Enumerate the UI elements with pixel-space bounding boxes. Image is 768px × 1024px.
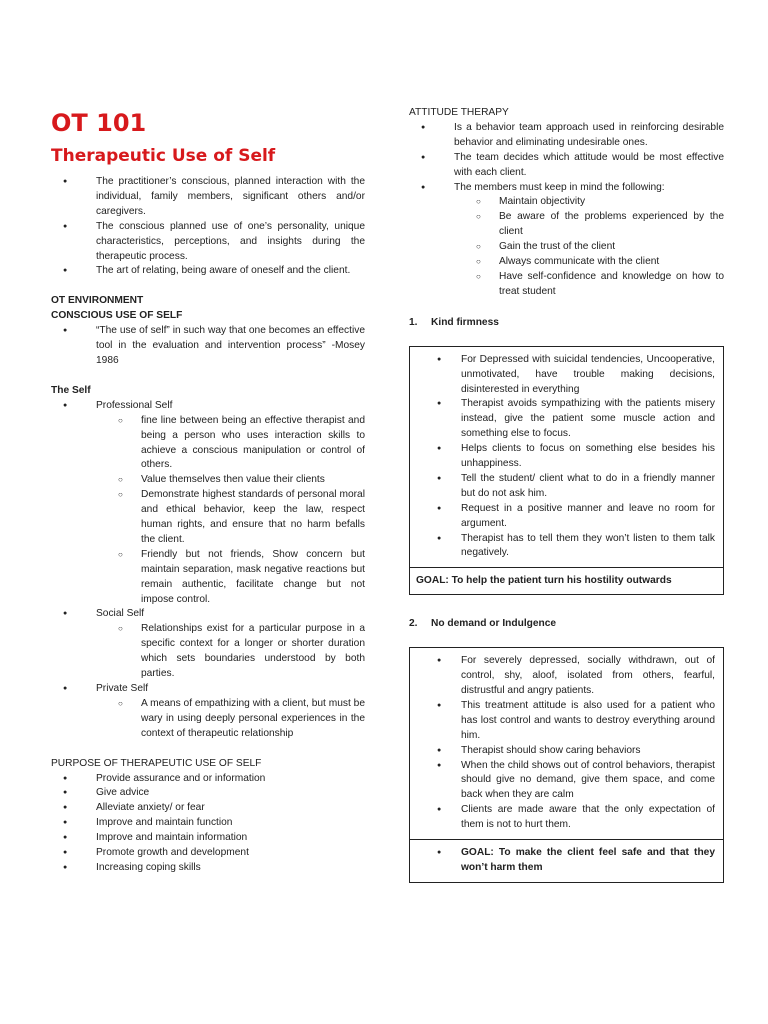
intro-list <box>51 175 365 279</box>
list-item: ● Improve and maintain function <box>51 816 365 831</box>
list-item: ● Promote growth and development <box>51 846 365 861</box>
sublist-item: ○ Have self-confidence and knowledge on how to treat student <box>454 270 724 300</box>
list-item: ● “The use of self” in such way that one becomes an effective tool in the evaluation and intervention process” -Mosey 1986 <box>51 324 365 369</box>
conscious-list <box>51 324 365 369</box>
no-demand-box <box>409 647 724 883</box>
no-demand-goal-row <box>410 839 723 882</box>
list-item: ● Is a behavior team approach used in reinforcing desirable behavior and eliminating undesirable ones. <box>409 121 724 151</box>
purpose-heading: PURPOSE OF THERAPEUTIC USE OF SELF <box>51 757 262 769</box>
no-demand-goal: ● GOAL: To make the client feel safe and that they won’t harm them <box>410 846 715 876</box>
list-item: ● Clients are made aware that the only expectation of them is not to hurt them. <box>410 803 715 833</box>
private-sublist <box>96 697 365 742</box>
left-column <box>51 106 365 876</box>
list-item: ● Alleviate anxiety/ or fear <box>51 801 365 816</box>
list-item: ● Helps clients to focus on something else besides his unhappiness. <box>410 442 715 472</box>
section-number: 2. <box>409 618 418 630</box>
right-column <box>409 106 724 883</box>
list-item: ● For severely depressed, socially withdrawn, out of control, shy, aloof, isolated from others, fearful, distrustful and angry patients. <box>410 654 715 699</box>
sublist-item: ○ Friendly but not friends, Show concern but maintain separation, mask negative reactions but remain authentic, facilitate change but not impose control. <box>96 548 365 608</box>
list-item <box>51 607 365 622</box>
sublist-item: ○ A means of empathizing with a client, but must be wary in using deeply personal experiences in the context of therapeutic relationship <box>96 697 365 742</box>
list-item: ● Request in a positive manner and leave no room for argument. <box>410 502 715 532</box>
list-item: ● Therapist should show caring behaviors <box>410 744 715 759</box>
social-sublist <box>96 622 365 682</box>
section-title: Kind firmness <box>431 316 499 328</box>
social-list <box>51 607 365 622</box>
self-list <box>51 399 365 414</box>
list-item: ● Provide assurance and or information <box>51 772 365 787</box>
sublist-item: ○ Value themselves then value their clients <box>96 473 365 488</box>
professional-self-label: Professional Self <box>96 399 173 411</box>
the-self-heading: The Self <box>51 384 91 396</box>
list-item: ● The art of relating, being aware of oneself and the client. <box>51 264 365 279</box>
social-self-label: Social Self <box>96 608 145 620</box>
list-item: ● Give advice <box>51 786 365 801</box>
members-sublist <box>454 195 724 299</box>
purpose-list <box>51 772 365 876</box>
section-title: No demand or Indulgence <box>431 618 557 630</box>
sublist-item: ○ Be aware of the problems experienced by the client <box>454 210 724 240</box>
attitude-list <box>409 121 724 196</box>
conscious-use-heading: CONSCIOUS USE OF SELF <box>51 310 183 322</box>
ot-environment-heading: OT ENVIRONMENT <box>51 295 144 307</box>
list-item: ● Improve and maintain information <box>51 831 365 846</box>
list-item: ● Therapist avoids sympathizing with the patients misery instead, give the patient some muscle action and something else to focus. <box>410 397 715 442</box>
list-item: ● Therapist has to tell them they won’t listen to them talk negatively. <box>410 532 715 562</box>
kind-firmness-box <box>409 346 724 596</box>
list-item: ● For Depressed with suicidal tendencies, Uncooperative, unmotivated, have trouble making decisions, disinterested in everything <box>410 353 715 398</box>
list-item: ● When the child shows out of control behaviors, therapist should give no demand, give them space, and come back when they are calm <box>410 759 715 804</box>
list-item: ● Tell the student/ client what to do in a friendly manner but do not ask him. <box>410 472 715 502</box>
kind-firmness-list <box>410 353 715 562</box>
list-item <box>51 682 365 697</box>
kind-firmness-goal: GOAL: To help the patient turn his hostility outwards <box>410 567 723 594</box>
sublist-item: ○ fine line between being an effective therapist and being a person who uses interaction skills to achieve a conscious manipulation or control of others. <box>96 414 365 474</box>
section-number: 1. <box>409 316 418 328</box>
sublist-item: ○ Relationships exist for a particular purpose in a specific context for a longer or shorter duration which sets boundaries understood by both parties. <box>96 622 365 682</box>
sublist-item: ○ Demonstrate highest standards of personal moral and ethical behavior, keep the law, respect human rights, and ensure that no harm befalls the client. <box>96 488 365 548</box>
list-item: ● The team decides which attitude would be most effective with each client. <box>409 151 724 181</box>
attitude-therapy-heading: ATTITUDE THERAPY <box>409 107 509 118</box>
list-item: ● The conscious planned use of one’s personality, unique characteristics, perceptions, and insights during the therapeutic process. <box>51 220 365 265</box>
page-subtitle: Therapeutic Use of Self <box>51 146 276 166</box>
list-item <box>51 399 365 414</box>
kind-firmness-heading <box>409 316 724 331</box>
list-item: ● The practitioner’s conscious, planned interaction with the individual, family members, significant others and/or caregivers. <box>51 175 365 220</box>
sublist-item: ○ Always communicate with the client <box>454 255 724 270</box>
no-demand-list <box>410 654 715 833</box>
no-demand-heading <box>409 617 724 632</box>
sublist-item: ○ Gain the trust of the client <box>454 240 724 255</box>
private-self-label: Private Self <box>96 683 149 694</box>
list-item: ● The members must keep in mind the following: <box>409 181 724 196</box>
sublist-item: ○ Maintain objectivity <box>454 195 724 210</box>
list-item: ● Increasing coping skills <box>51 861 365 876</box>
professional-sublist <box>96 414 365 608</box>
private-list <box>51 682 365 697</box>
page-title: OT 101 <box>51 109 147 137</box>
list-item: ● This treatment attitude is also used for a patient who has lost control and wants to destroy everything around him. <box>410 699 715 744</box>
